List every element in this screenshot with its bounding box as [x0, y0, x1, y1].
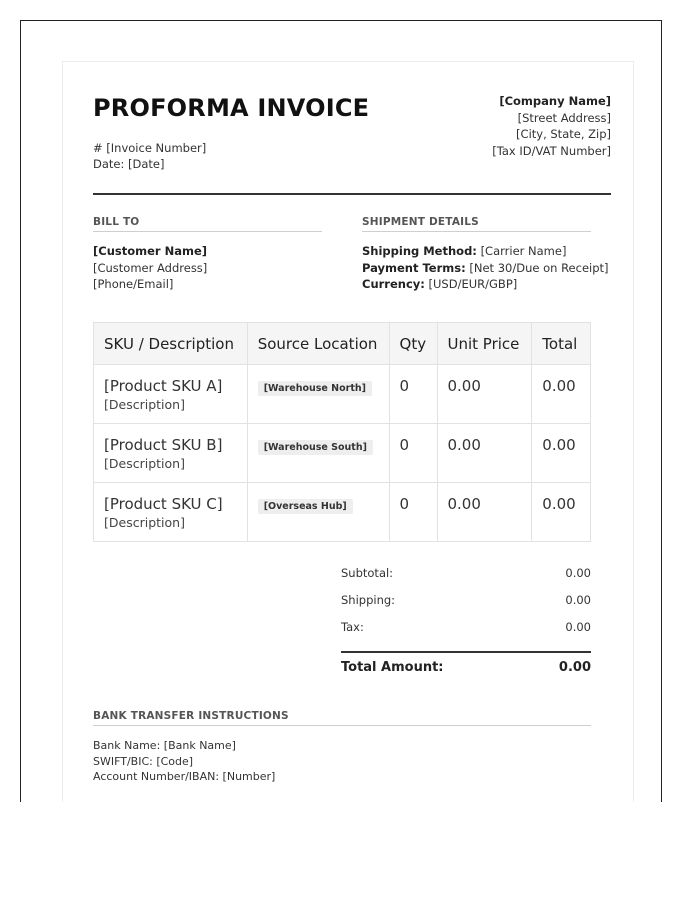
table-row: [94, 424, 591, 483]
cell-sku-description: [94, 424, 248, 483]
currency-value: [USD/EUR/GBP]: [428, 277, 518, 291]
subtotal-label: Subtotal:: [341, 566, 394, 580]
cell-unit-price: 0.00: [437, 365, 532, 424]
total-amount-value: 0.00: [558, 660, 591, 675]
cell-qty: 0: [389, 365, 437, 424]
bill-to-details: [93, 243, 207, 293]
payment-terms: [362, 260, 609, 277]
cell-source-location: [247, 483, 389, 542]
total-amount-label: Total Amount:: [341, 660, 444, 675]
product-sku: [Product SKU C]: [104, 495, 223, 513]
currency-key: Currency:: [362, 277, 425, 291]
cell-unit-price: 0.00: [437, 424, 532, 483]
payment-terms-key: Payment Terms:: [362, 260, 466, 275]
cell-total: 0.00: [532, 424, 591, 483]
header-source-location: Source Location: [247, 323, 389, 365]
cell-sku-description: [94, 365, 248, 424]
company-tax-id: [Tax ID/VAT Number]: [492, 143, 611, 158]
product-description: [Description]: [104, 515, 185, 530]
location-badge: [Overseas Hub]: [258, 499, 353, 514]
header-total: Total: [532, 323, 591, 365]
shipping-method-value: [Carrier Name]: [480, 244, 567, 258]
header-qty: Qty: [389, 323, 437, 365]
shipment-details-label: SHIPMENT DETAILS: [362, 216, 591, 232]
shipping-row: [341, 593, 591, 620]
shipping-value: 0.00: [565, 593, 591, 607]
customer-contact: [Phone/Email]: [93, 277, 174, 291]
product-description: [Description]: [104, 456, 185, 471]
invoice-document: [62, 61, 634, 802]
customer-address: [Customer Address]: [93, 260, 208, 275]
header-sku-description: SKU / Description: [94, 323, 248, 365]
product-sku: [Product SKU B]: [104, 436, 223, 454]
subtotal-row: [341, 566, 591, 593]
cell-sku-description: [94, 483, 248, 542]
cell-source-location: [247, 424, 389, 483]
total-amount-row: [341, 651, 591, 675]
page-frame: [20, 20, 662, 802]
tax-value: 0.00: [565, 620, 591, 634]
company-info: [492, 93, 611, 159]
location-badge: [Warehouse North]: [258, 381, 372, 396]
bill-to-label: BILL TO: [93, 216, 322, 232]
shipping-label: Shipping:: [341, 593, 396, 607]
company-street: [Street Address]: [517, 110, 611, 125]
cell-qty: 0: [389, 424, 437, 483]
location-badge: [Warehouse South]: [258, 440, 373, 455]
tax-row: [341, 620, 591, 647]
cell-total: 0.00: [532, 365, 591, 424]
table-header-row: [94, 323, 591, 365]
line-items-table: [93, 322, 591, 542]
company-city: [City, State, Zip]: [516, 127, 611, 141]
tax-label: Tax:: [341, 620, 364, 634]
currency: [362, 276, 609, 293]
subtotal-value: 0.00: [565, 566, 591, 580]
product-description: [Description]: [104, 397, 185, 412]
bank-swift: SWIFT/BIC: [Code]: [93, 754, 194, 768]
invoice-number: # [Invoice Number]: [93, 141, 207, 155]
invoice-date: Date: [Date]: [93, 157, 165, 171]
product-sku: [Product SKU A]: [104, 377, 223, 395]
invoice-meta: [93, 140, 206, 172]
shipment-details: [362, 243, 609, 293]
bank-name: Bank Name: [Bank Name]: [93, 739, 236, 752]
shipping-method-key: Shipping Method:: [362, 244, 477, 258]
bank-transfer-details: [93, 738, 275, 785]
bank-transfer-label: BANK TRANSFER INSTRUCTIONS: [93, 710, 591, 726]
company-name: [Company Name]: [499, 94, 611, 108]
customer-name: [Customer Name]: [93, 244, 208, 258]
bank-account: Account Number/IBAN: [Number]: [93, 770, 276, 783]
cell-unit-price: 0.00: [437, 483, 532, 542]
cell-total: 0.00: [532, 483, 591, 542]
shipping-method: [362, 243, 609, 260]
cell-qty: 0: [389, 483, 437, 542]
header-divider: [93, 193, 611, 195]
table-row: [94, 483, 591, 542]
cell-source-location: [247, 365, 389, 424]
payment-terms-value: [Net 30/Due on Receipt]: [469, 260, 609, 275]
invoice-title: PROFORMA INVOICE: [93, 94, 370, 122]
totals-summary: [341, 566, 591, 675]
table-row: [94, 365, 591, 424]
header-unit-price: Unit Price: [437, 323, 532, 365]
